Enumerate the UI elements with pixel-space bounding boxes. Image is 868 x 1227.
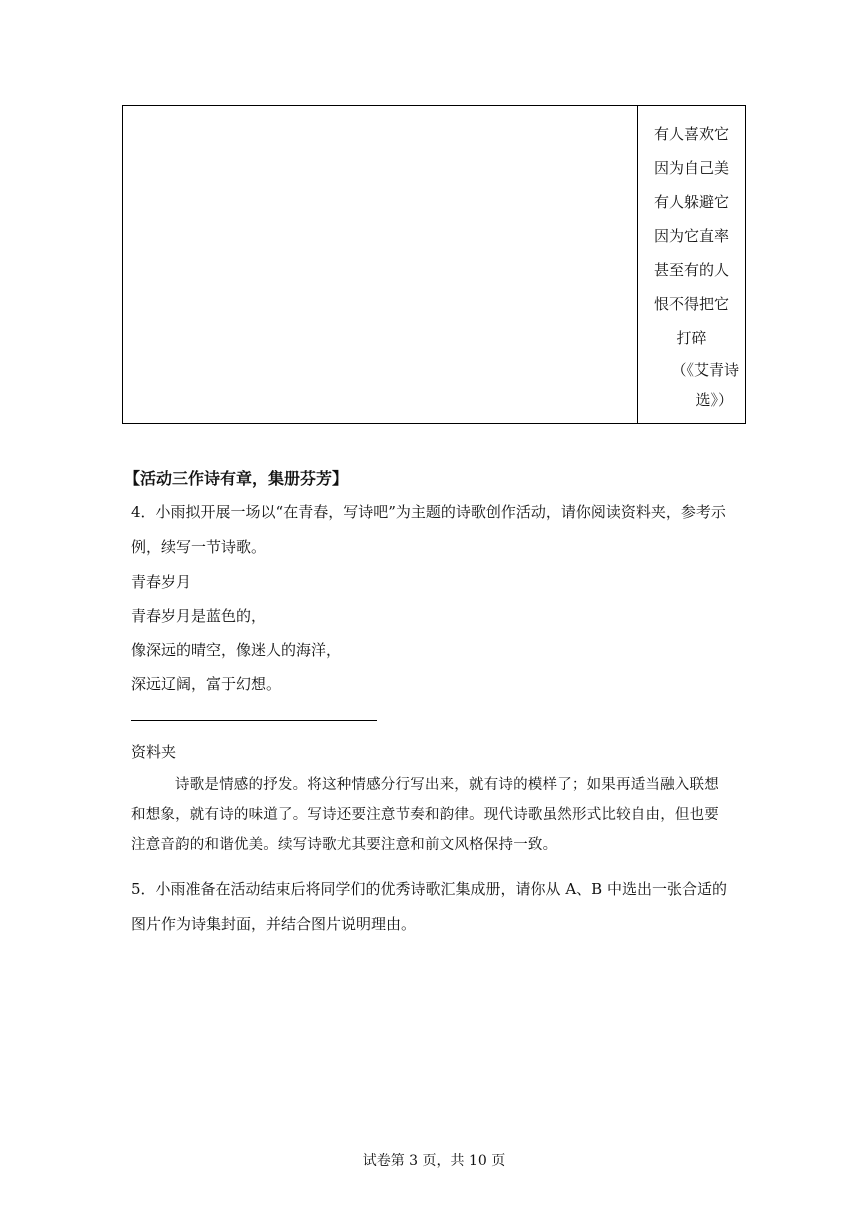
resource-folder-title: 资料夹	[131, 743, 177, 761]
poem-line: 因为自己美	[653, 159, 729, 177]
sample-poem-title: 青春岁月	[131, 573, 192, 591]
resource-folder-line: 诗歌是情感的抒发。将这种情感分行写出来，就有诗的模样了；如果再适当融入联想	[175, 777, 719, 793]
poem-line: 有人喜欢它	[653, 125, 729, 143]
resource-folder-line: 和想象，就有诗的味道了。写诗还要注意节奏和韵律。现代诗歌虽然形式比较自由，但也要	[131, 807, 719, 823]
sample-poem-line: 深远辽阔，富于幻想。	[131, 675, 282, 693]
sample-poem-line: 青春岁月是蓝色的，	[131, 607, 267, 625]
question-5-text: 图片作为诗集封面，并结合图片说明理由。	[131, 915, 417, 933]
question-5-text: 5．小雨准备在活动结束后将同学们的优秀诗歌汇集成册，请你从 A、B 中选出一张合适的	[131, 880, 727, 898]
poem-table	[122, 105, 746, 424]
poem-line: 甚至有的人	[653, 261, 729, 279]
poem-table-right-cell	[638, 106, 745, 423]
answer-blank-line[interactable]	[131, 720, 377, 721]
activity-heading: 【活动三作诗有章，集册芬芳】	[124, 469, 349, 488]
poem-line: 因为它直率	[653, 227, 729, 245]
page-footer: 试卷第 3 页，共 10 页	[362, 1153, 506, 1169]
poem-line: 恨不得把它	[653, 295, 729, 313]
resource-folder-line: 注意音韵的和谐优美。续写诗歌尤其要注意和前文风格保持一致。	[131, 837, 558, 853]
poem-source: （《艾青诗	[671, 361, 739, 379]
sample-poem-line: 像深远的晴空，像迷人的海洋，	[131, 641, 342, 659]
poem-table-left-cell	[123, 106, 638, 423]
question-4-text: 例，续写一节诗歌。	[131, 538, 267, 556]
poem-source: 选》）	[695, 391, 733, 409]
resource-folder-body	[131, 770, 741, 860]
poem-line: 打碎	[676, 329, 707, 347]
question-4-text: 4．小雨拟开展一场以“在青春，写诗吧”为主题的诗歌创作活动，请你阅读资料夹，参考示	[131, 503, 726, 521]
poem-line: 有人躲避它	[653, 193, 729, 211]
